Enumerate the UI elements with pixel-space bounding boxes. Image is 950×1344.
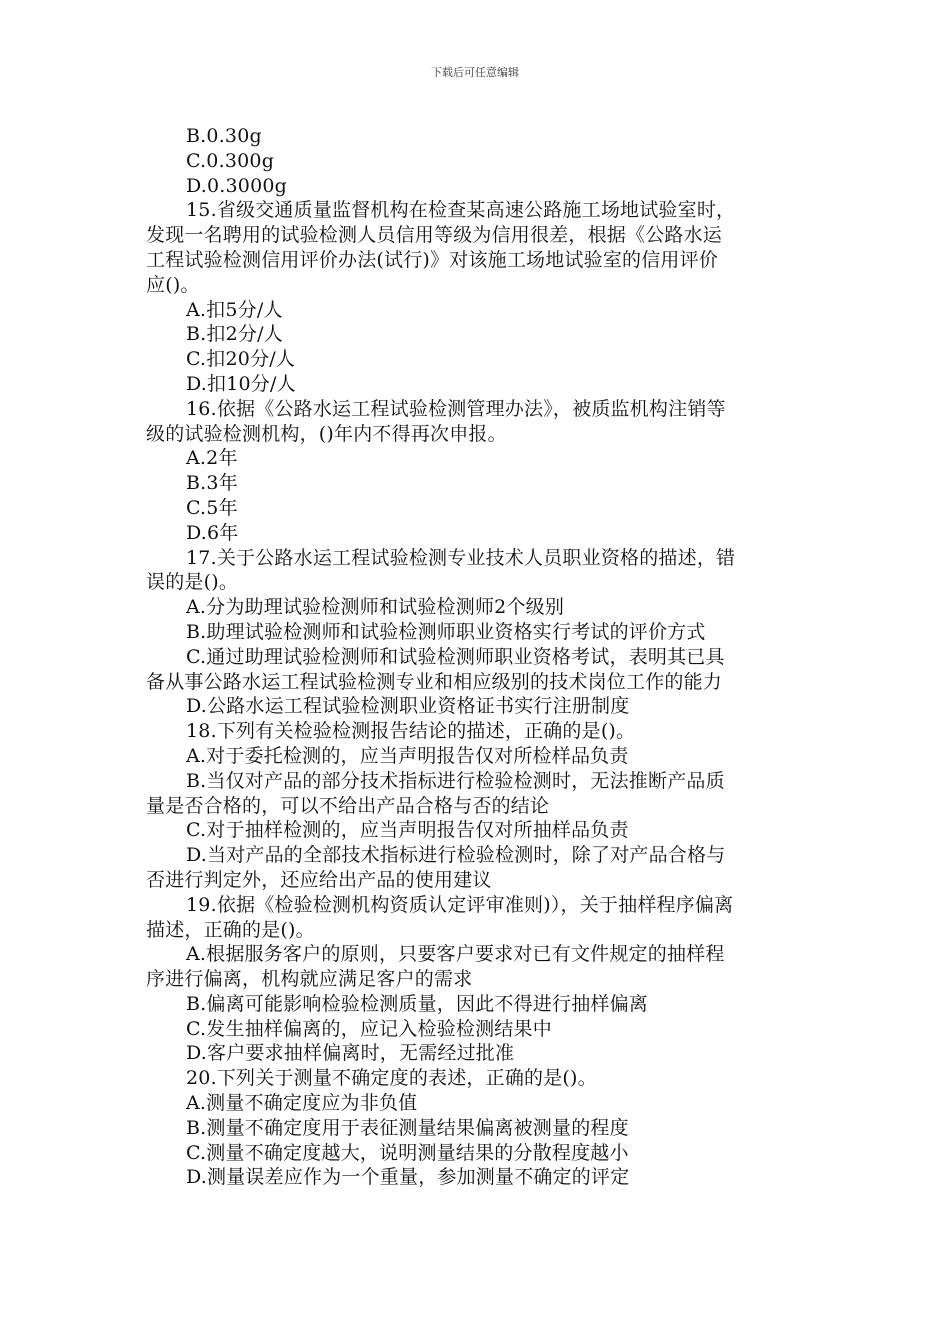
text-line: A.扣5分/人 bbox=[186, 298, 283, 321]
text-line: 描述，正确的是()。 bbox=[146, 918, 315, 941]
document-body bbox=[146, 124, 806, 1190]
text-line: 备从事公路水运工程试验检测专业和相应级别的技术岗位工作的能力 bbox=[146, 670, 723, 693]
text-line: B.当仅对产品的部分技术指标进行检验检测时，无法推断产品质 bbox=[186, 769, 725, 792]
text-line: B.偏离可能影响检验检测质量，因此不得进行抽样偏离 bbox=[186, 992, 649, 1015]
text-line: A.分为助理试验检测师和试验检测师2个级别 bbox=[186, 596, 565, 619]
text-line: B.0.30g bbox=[186, 125, 262, 147]
text-line: A.2年 bbox=[186, 447, 238, 470]
text-line: 20.下列关于测量不确定度的表述，正确的是()。 bbox=[186, 1067, 597, 1090]
text-line: A.对于委托检测的，应当声明报告仅对所检样品负责 bbox=[186, 744, 629, 767]
text-line: A.测量不确定度应为非负值 bbox=[186, 1092, 418, 1115]
text-line: 序进行偏离，机构就应满足客户的需求 bbox=[146, 968, 473, 991]
text-line: 17.关于公路水运工程试验检测专业技术人员职业资格的描述，错 bbox=[186, 546, 736, 569]
text-line: B.助理试验检测师和试验检测师职业资格实行考试的评价方式 bbox=[186, 620, 706, 643]
text-line: 发现一名聘用的试验检测人员信用等级为信用很差，根据《公路水运 bbox=[146, 224, 723, 247]
text-line: 量是否合格的，可以不给出产品合格与否的结论 bbox=[146, 794, 550, 817]
text-line: D.0.3000g bbox=[186, 174, 288, 197]
text-line: C.扣20分/人 bbox=[186, 348, 296, 371]
text-line: B.扣2分/人 bbox=[186, 323, 283, 346]
text-line: B.3年 bbox=[186, 472, 238, 495]
text-line: C.0.300g bbox=[186, 149, 275, 172]
text-line: D.测量误差应作为一个重量，参加测量不确定的评定 bbox=[186, 1166, 630, 1189]
text-line: D.公路水运工程试验检测职业资格证书实行注册制度 bbox=[186, 695, 630, 718]
text-line: 级的试验检测机构，()年内不得再次申报。 bbox=[146, 422, 507, 445]
text-line: C.5年 bbox=[186, 496, 238, 519]
page-header: 下载后可任意编辑 bbox=[431, 66, 519, 79]
text-line: C.测量不确定度越大，说明测量结果的分散程度越小 bbox=[186, 1141, 629, 1164]
text-line: 应()。 bbox=[146, 273, 200, 296]
text-line: 19.依据《检验检测机构资质认定评审准则)），关于抽样程序偏离 bbox=[186, 893, 734, 916]
text-line: D.客户要求抽样偏离时，无需经过批准 bbox=[186, 1042, 515, 1065]
text-line: 工程试验检测信用评价办法(试行)》对该施工场地试验室的信用评价 bbox=[146, 248, 719, 271]
text-line: 否进行判定外，还应给出产品的使用建议 bbox=[146, 868, 492, 891]
text-line: 15.省级交通质量监督机构在检查某高速公路施工场地试验室时， bbox=[186, 199, 736, 222]
text-line: C.发生抽样偏离的，应记入检验检测结果中 bbox=[186, 1017, 552, 1040]
text-line: 18.下列有关检验检测报告结论的描述，正确的是()。 bbox=[186, 720, 636, 743]
text-line: C.对于抽样检测的，应当声明报告仅对所抽样品负责 bbox=[186, 819, 629, 842]
text-line: D.扣10分/人 bbox=[186, 372, 296, 395]
text-line: C.通过助理试验检测师和试验检测师职业资格考试，表明其已具 bbox=[186, 645, 725, 668]
text-line: 误的是()。 bbox=[146, 571, 239, 594]
text-line: D.6年 bbox=[186, 521, 239, 544]
text-line: B.测量不确定度用于表征测量结果偏离被测量的程度 bbox=[186, 1116, 629, 1139]
text-line: D.当对产品的全部技术指标进行检验检测时，除了对产品合格与 bbox=[186, 844, 726, 867]
text-line: 16.依据《公路水运工程试验检测管理办法》，被质监机构注销等 bbox=[186, 397, 726, 420]
text-line: A.根据服务客户的原则，只要客户要求对已有文件规定的抽样程 bbox=[186, 943, 725, 966]
